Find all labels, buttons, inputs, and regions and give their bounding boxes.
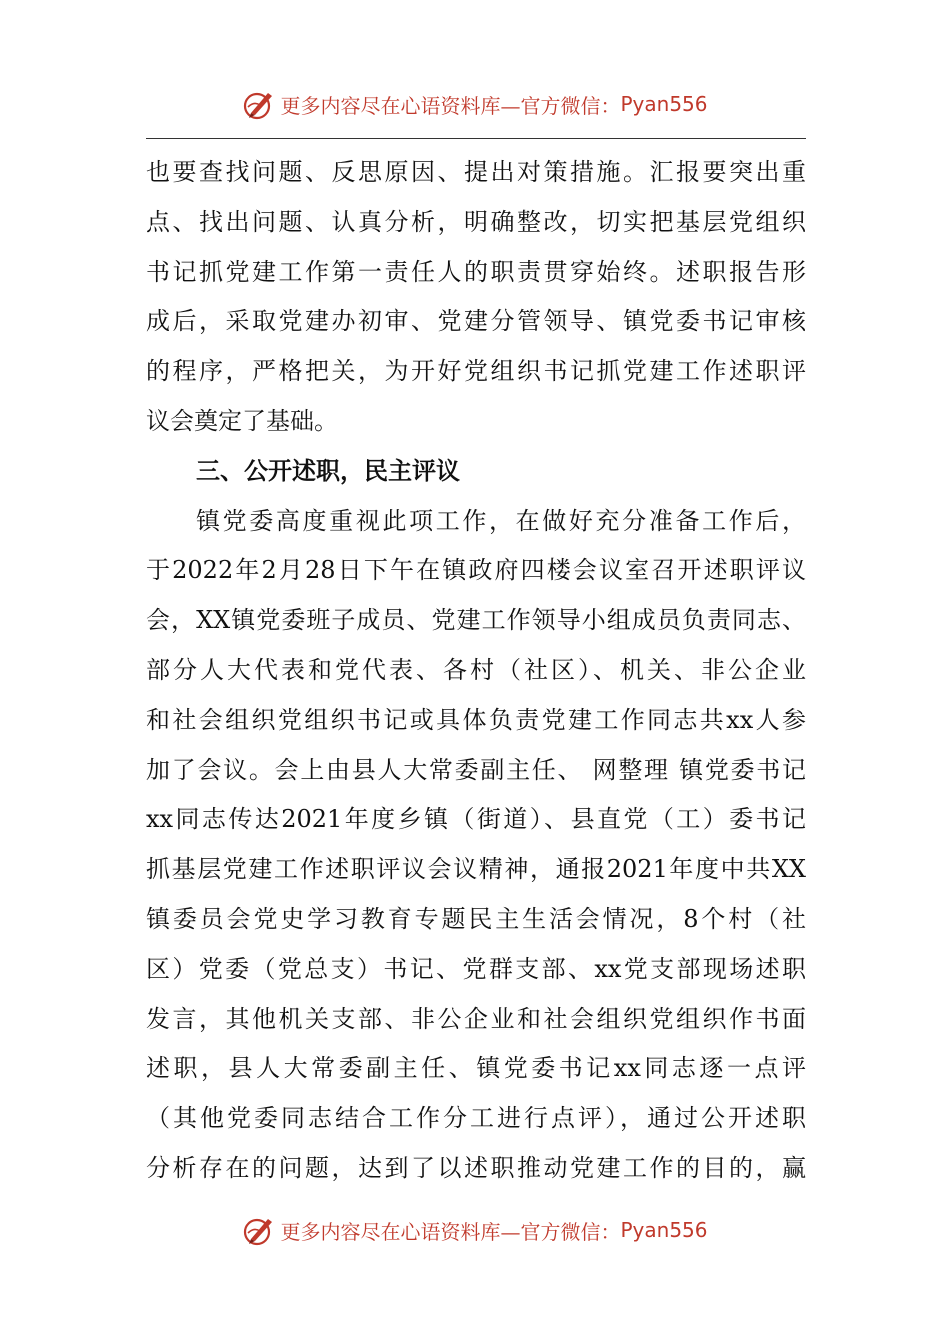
text-line: 于2022年2月28日下午在镇政府四楼会议室召开述职评议 [146,556,806,585]
text-line: 述职，县人大常委副主任、镇党委书记xx同志逐一点评 [146,1054,806,1083]
pen-logo-icon [242,1213,276,1247]
header-banner-inner [242,87,707,121]
text-line: 部分人大代表和党代表、各村（社区）、机关、非公企业 [146,655,806,684]
text-line: 也要查找问题、反思原因、提出对策措施。汇报要突出重 [146,158,806,186]
text-line: 抓基层党建工作述职评议会议精神，通报2021年度中共XX [146,855,806,884]
text-line: 加了会议。会上由县人大常委副主任、 网整理 镇党委书记 [146,755,806,784]
header-banner [0,84,950,124]
document-body [146,148,806,1194]
banner-official-label: —官方微信： [500,1219,621,1244]
banner-text: 更多内容尽在心语资料库 [280,93,501,118]
banner-wechat-id: Pyan556 [620,1218,708,1242]
text-line: 镇党委高度重视此项工作，在做好充分准备工作后， [196,506,806,535]
text-line: 书记抓党建工作第一责任人的职责贯穿始终。述职报告形 [146,257,806,286]
text-line: 区）党委（党总支）书记、党群支部、xx党支部现场述职 [146,954,806,983]
text-line: xx同志传达2021年度乡镇（街道）、县直党（工）委书记 [146,805,806,834]
header-divider [146,138,806,139]
text-line: 的程序，严格把关，为开好党组织书记抓党建工作述职评 [146,357,806,386]
section-heading: 三、公开述职，民主评议 [196,456,460,485]
text-line: 点、找出问题、认真分析，明确整改，切实把基层党组织 [146,207,806,236]
text-line: 和社会组织党组织书记或具体负责党建工作同志共xx人参 [146,705,806,734]
banner-official-label: —官方微信： [500,93,621,118]
text-line: 成后，采取党建办初审、党建分管领导、镇党委书记审核 [146,307,806,336]
pen-logo-icon [242,87,276,121]
text-line: 议会奠定了基础。 [146,406,338,435]
footer-banner [0,1210,950,1250]
footer-banner-inner [242,1213,707,1247]
text-line: 发言，其他机关支部、非公企业和社会组织党组织作书面 [146,1004,806,1033]
banner-wechat-id: Pyan556 [620,92,708,116]
text-line: 会，XX镇党委班子成员、党建工作领导小组成员负责同志、 [146,606,806,635]
banner-text: 更多内容尽在心语资料库 [280,1219,501,1244]
text-line: （其他党委同志结合工作分工进行点评），通过公开述职 [146,1104,806,1133]
text-line: 分析存在的问题，达到了以述职推动党建工作的目的，赢 [146,1153,806,1182]
text-line: 镇委员会党史学习教育专题民主生活会情况，8个村（社 [146,904,806,933]
